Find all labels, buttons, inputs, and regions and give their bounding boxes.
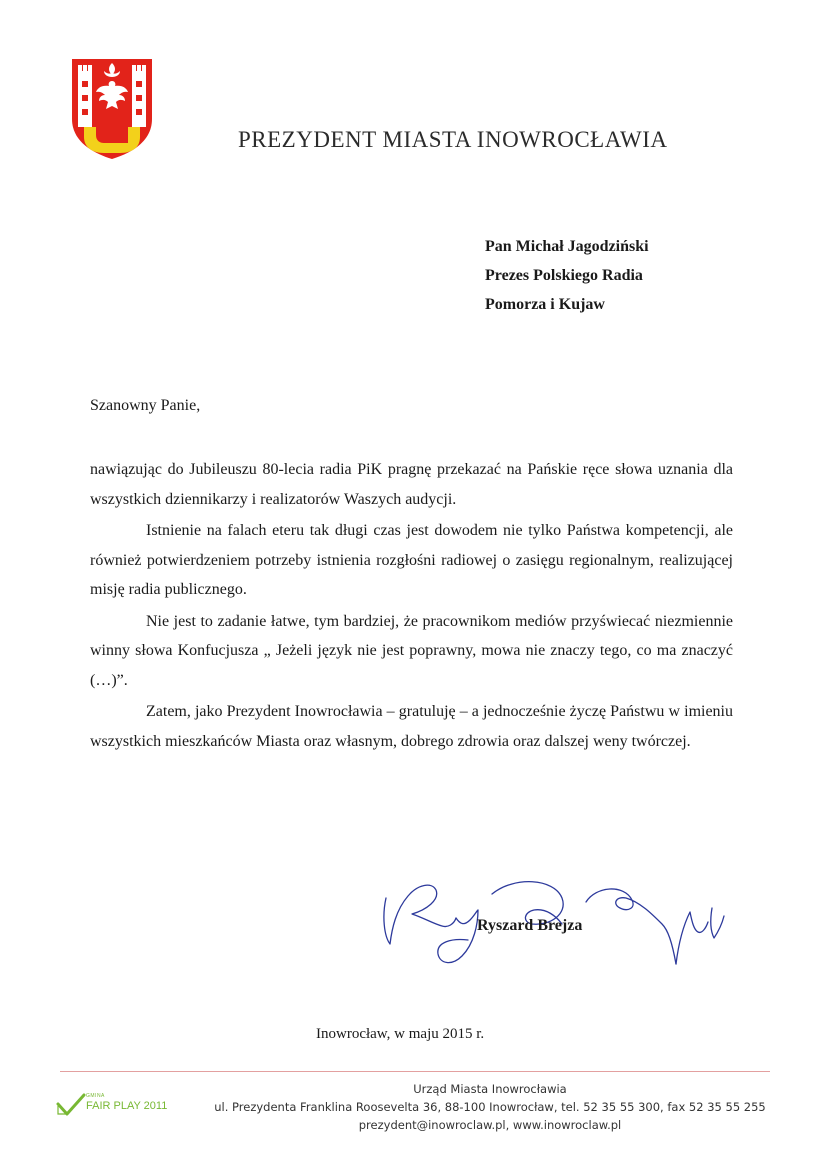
paragraph: Istnienie na falach eteru tak długi czas jest dowodem nie tylko Państwa kompetencji, ale również potwierdzeniem potrzeby istnienia rozgłośni radiowej o zasięgu regionalnym, realizującej misję radia publicznego. — [90, 522, 733, 598]
fair-play-small-label: GMINA — [86, 1093, 105, 1099]
footer-office: Urząd Miasta Inowrocławia — [413, 1082, 567, 1096]
footer-divider — [60, 1071, 770, 1072]
signer-name: Ryszard Brejza — [477, 917, 583, 934]
footer-contact: prezydent@inowroclaw.pl, www.inowroclaw.pl — [358, 1118, 622, 1132]
salutation: Szanowny Panie, — [90, 397, 201, 414]
city-crest-logo — [70, 57, 154, 161]
paragraph: Nie jest to zadanie łatwe, tym bardziej, że pracownikom mediów przyświecać niezmiennie winny słowa Konfucjusza „ Jeżeli język nie jest poprawny, mowa nie znaczy tego, co ma znaczyć (…)”. — [90, 612, 733, 689]
addressee-block — [485, 232, 785, 319]
footer-address-block — [190, 1080, 790, 1134]
letter-body — [90, 455, 733, 758]
fair-play-badge — [56, 1092, 176, 1118]
fair-play-label: FAIR PLAY 2011 — [86, 1100, 168, 1112]
letterhead-title: PREZYDENT MIASTA INOWROCŁAWIA — [238, 127, 668, 152]
addressee-position: Prezes Polskiego Radia — [485, 267, 643, 284]
checkmark-icon — [56, 1092, 86, 1118]
footer-address: ul. Prezydenta Franklina Roosevelta 36, 88-100 Inowrocław, tel. 52 35 55 300, fax 52 35 55 255 — [214, 1100, 766, 1114]
place-and-date: Inowrocław, w maju 2015 r. — [316, 1026, 485, 1042]
paragraph: Zatem, jako Prezydent Inowrocławia – gratuluję – a jednocześnie życzę Państwu w imieniu wszystkich mieszkańców Miasta oraz własnym, dobrego zdrowia oraz dalszej weny twórczej. — [90, 703, 733, 750]
addressee-name: Pan Michał Jagodziński — [485, 238, 649, 255]
addressee-organization: Pomorza i Kujaw — [485, 296, 605, 313]
paragraph: nawiązując do Jubileuszu 80-lecia radia PiK pragnę przekazać na Pańskie ręce słowa uznania dla wszystkich dziennikarzy i realizatorów Waszych audycji. — [90, 461, 733, 508]
